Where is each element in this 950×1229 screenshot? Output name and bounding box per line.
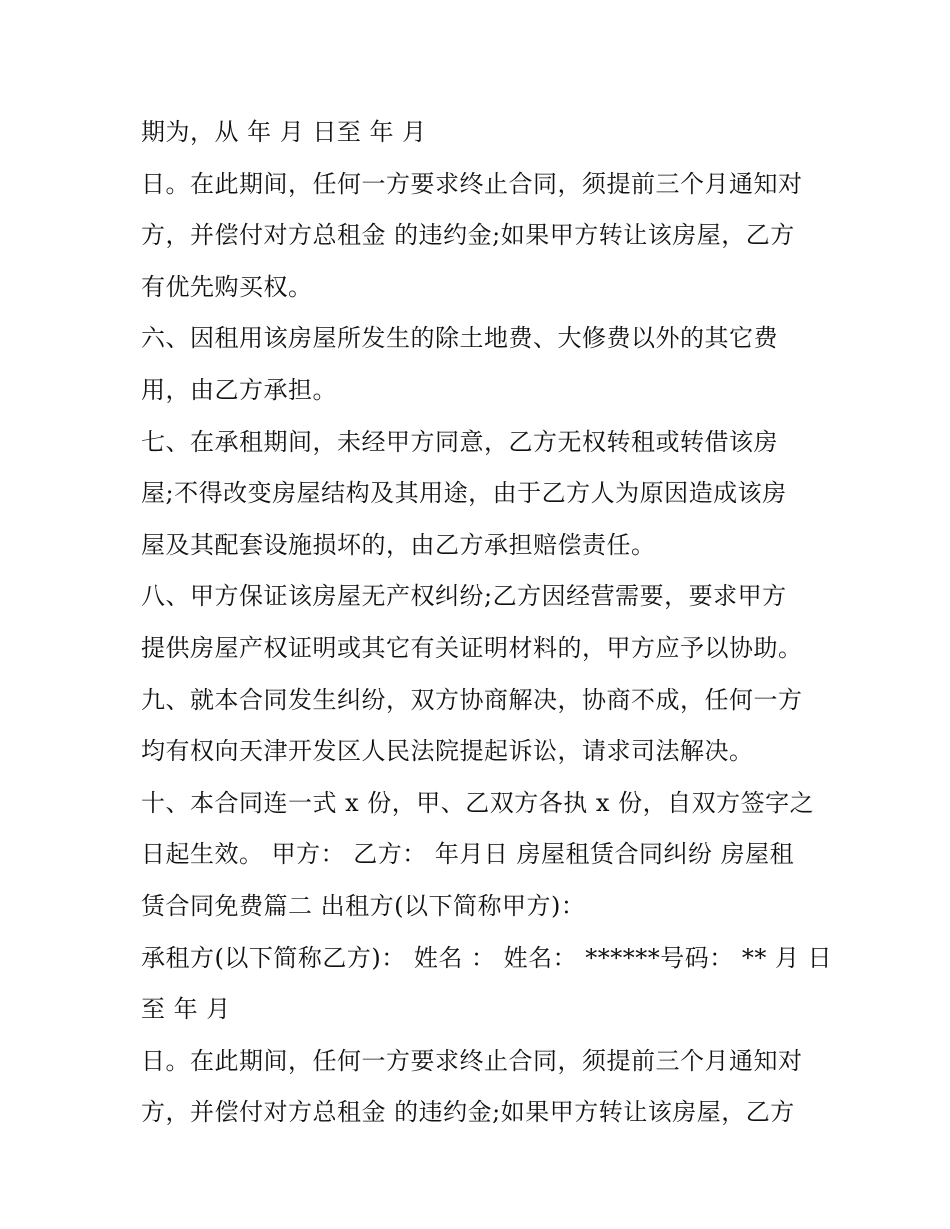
text-line: 屋;不得改变房屋结构及其用途，由于乙方人为原因造成该房 (141, 479, 787, 508)
text-line: 七、在承租期间，未经甲方同意，乙方无权转租或转借该房 (141, 427, 778, 456)
text-line: 六、因租用该房屋所发生的除土地费、大修费以外的其它费 (141, 324, 778, 353)
text-line: 九、就本合同发生纠纷，双方协商解决，协商不成，任何一方 (141, 685, 803, 714)
text-line: 期为，从 年 月 日至 年 月 (141, 118, 427, 146)
text-line: 至 年 月 (141, 995, 231, 1024)
text-line: 用，由乙方承担。 (141, 375, 337, 404)
text-line: 赁合同免费篇二 出租方(以下简称甲方)： (141, 891, 586, 920)
text-line: 承租方(以下简称乙方)： 姓名 ： 姓名： ******号码： ** 月 日 (141, 943, 833, 972)
text-line: 有优先购买权。 (141, 272, 313, 301)
text-line: 日。在此期间，任何一方要求终止合同，须提前三个月通知对 (141, 1046, 803, 1075)
text-line: 日。在此期间，任何一方要求终止合同，须提前三个月通知对 (141, 169, 803, 198)
text-line: 屋及其配套设施损坏的，由乙方承担赔偿责任。 (141, 530, 656, 559)
text-line: 均有权向天津开发区人民法院提起诉讼，请求司法解决。 (141, 737, 754, 766)
text-line: 八、甲方保证该房屋无产权纠纷;乙方因经营需要，要求甲方 (141, 582, 787, 611)
text-line: 提供房屋产权证明或其它有关证明材料的，甲方应予以协助。 (141, 633, 803, 662)
text-line: 方，并偿付对方总租金 的违约金;如果甲方转让该房屋，乙方 (141, 221, 795, 250)
text-line: 日起生效。 甲方： 乙方： 年月日 房屋租赁合同纠纷 房屋租 (141, 840, 795, 869)
text-line: 方，并偿付对方总租金 的违约金;如果甲方转让该房屋，乙方 (141, 1098, 795, 1127)
text-line: 十、本合同连一式 x 份，甲、乙双方各执 x 份，自双方签字之 (141, 788, 815, 817)
contract-text (141, 107, 831, 1139)
